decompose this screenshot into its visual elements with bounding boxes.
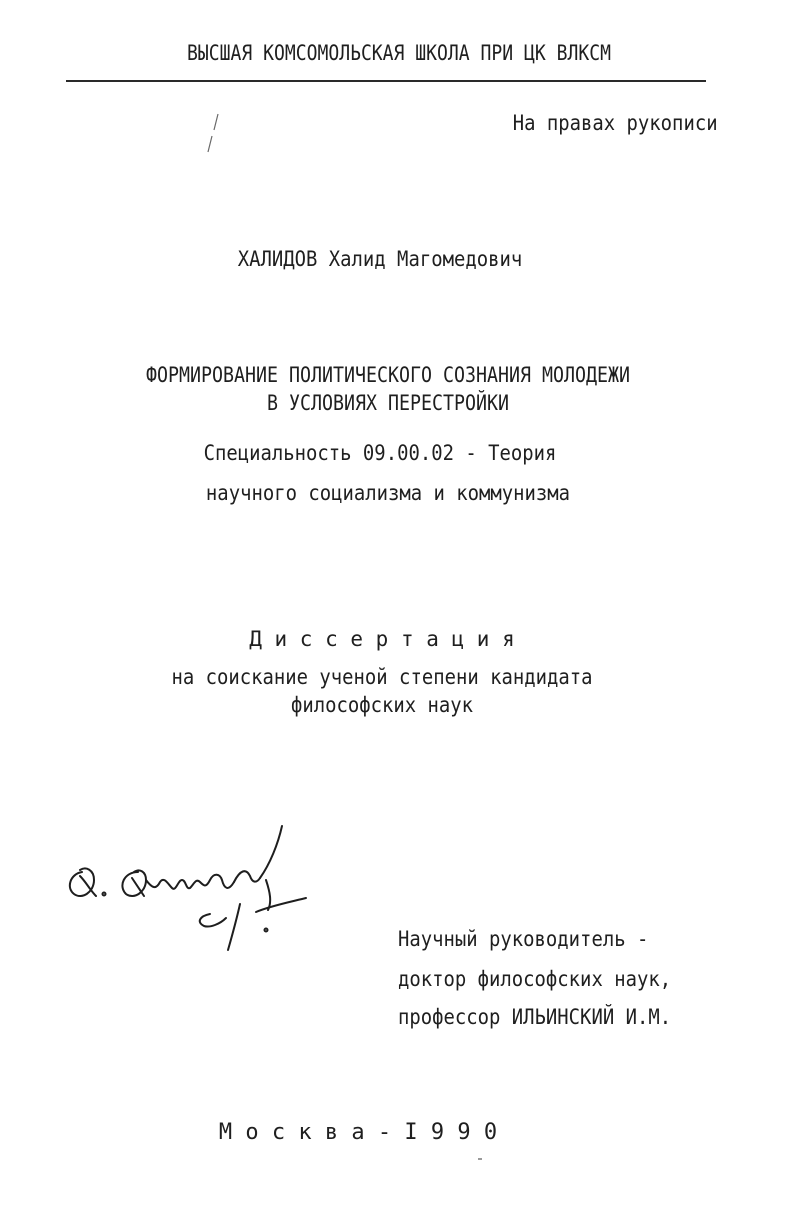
supervisor-line-3: профессор ИЛЬИНСКИЙ И.М. [398,1005,672,1029]
place-and-year: М о с к в а - I 9 9 0 [218,1120,498,1145]
institution-name: ВЫСШАЯ КОМСОМОЛЬСКАЯ ШКОЛА ПРИ ЦК ВЛКСМ [186,41,612,65]
scan-speck [478,1158,482,1160]
supervisor-line-1: Научный руководитель - [398,927,649,951]
document-type: Д и с с е р т а ц и я [249,627,515,651]
dissertation-title-line-2: В УСЛОВИЯХ ПЕРЕСТРОЙКИ [267,391,509,415]
specialty-line-1: Специальность 09.00.02 - Теория [203,441,557,465]
supervisor-line-2: доктор философских наук, [398,967,672,991]
degree-line-1: на соискание ученой степени кандидата [171,665,593,689]
author-name: ХАЛИДОВ Халид Магомедович [237,247,523,271]
handwritten-signature [60,818,320,958]
degree-line-2: философских наук [290,693,474,717]
pen-mark [200,112,224,156]
dissertation-title-line-1: ФОРМИРОВАНИЕ ПОЛИТИЧЕСКОГО СОЗНАНИЯ МОЛОДЕЖИ [146,363,630,387]
specialty-line-2: научного социализма и коммунизма [205,481,571,505]
header-divider [66,80,706,82]
rights-note: На правах рукописи [513,111,718,135]
